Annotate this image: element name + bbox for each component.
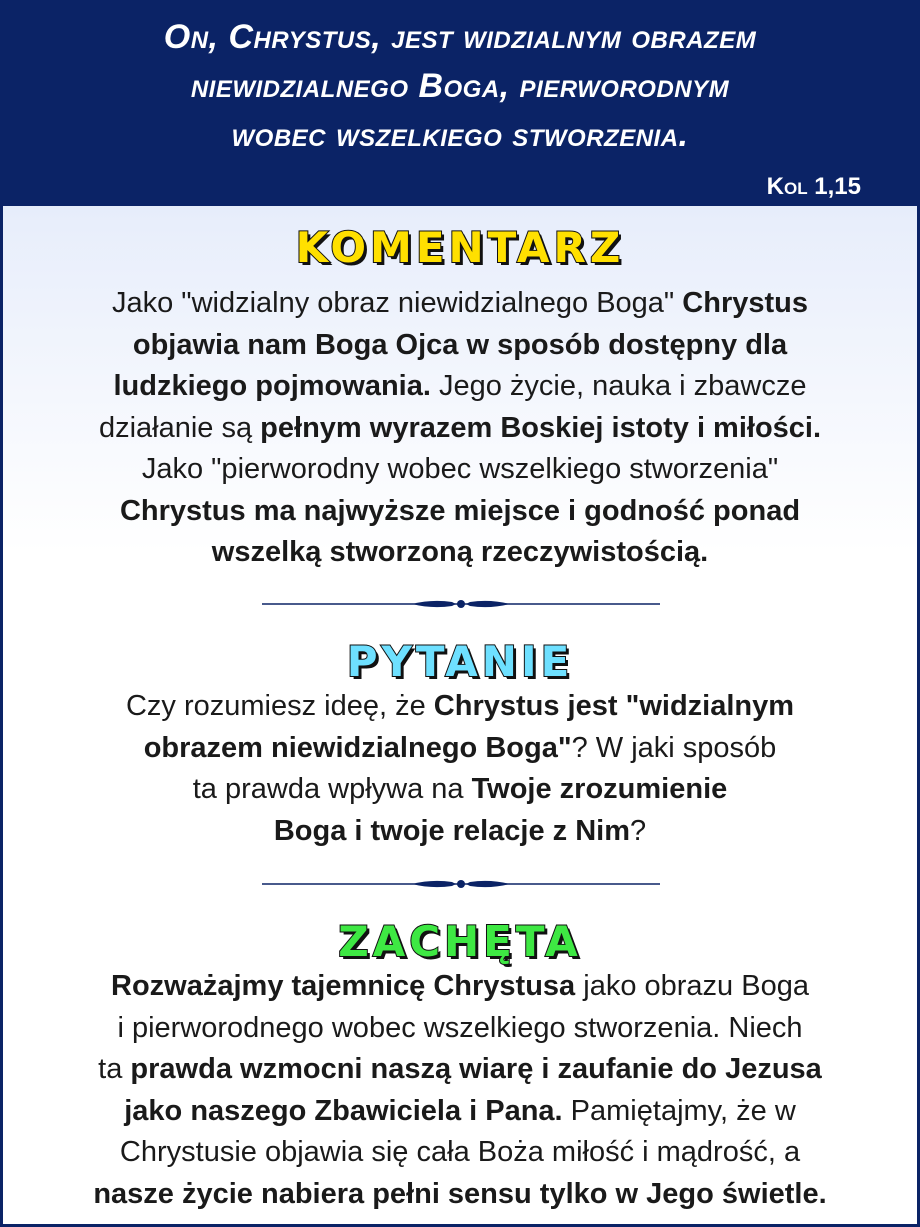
text-line [23,728,897,770]
bold-text: Twoje zrozumienie [471,773,728,805]
text-line [23,1132,897,1174]
verse-header [3,3,917,206]
section-title-pytanie: PYTANIE [346,637,574,686]
text-line [23,491,897,533]
pytanie-text [23,686,897,852]
text-line [23,769,897,811]
text-line [23,1008,897,1050]
verse-quote [23,13,897,160]
bold-text: jako naszego Zbawiciela i Pana. [124,1094,563,1127]
text-line [23,966,897,1008]
text-line [23,532,897,574]
bold-text: pełnym wyrazem Boskiej istoty i miłości. [260,411,822,444]
bold-text: objawia nam Boga Ojca w sposób dostępny dla [132,328,788,361]
bold-text: Boga i twoje relacje z Nim [273,814,630,847]
bold-text: nasze życie nabiera pełni sensu tylko w Jego świetle. [93,1177,827,1210]
bold-text: ludzkiego pojmowania. [113,370,431,402]
text-run: ? [630,814,647,847]
text-line [23,686,897,728]
ornament-divider [262,876,660,892]
verse-line: wobec wszelkiego stworzenia. [231,116,689,154]
bold-text: Rozważajmy tajemnicę Chrystusa [111,970,576,1002]
section-title-komentarz: KOMENTARZ [295,223,625,272]
text-run: Czy rozumiesz ideę, że [125,690,434,722]
bold-text: Chrystus ma najwyższe miejsce i godność ponad [119,494,801,527]
text-run: Pamiętajmy, że w [562,1094,796,1127]
text-line [23,1174,897,1216]
text-line [23,1091,897,1133]
text-run: jako obrazu Boga [575,970,809,1002]
text-run: ta [98,1053,131,1085]
verse-reference: Kol 1,15 [766,173,861,200]
bold-text: Chrystus jest "widzialnym [433,690,795,722]
text-line [23,1049,897,1091]
bold-text: obrazem niewidzialnego Boga" [143,731,572,764]
text-line [23,366,897,408]
text-line [23,811,897,853]
text-run: ta prawda wpływa na [192,773,472,805]
text-run: ? W jaki sposób [571,731,777,764]
text-run: i pierworodnego wobec wszelkiego stworzenia. Niech [117,1011,803,1044]
text-run: Chrystusie objawia się cała Boża miłość i mądrość, a [119,1136,801,1168]
bold-text: Chrystus [682,287,808,319]
text-run: działanie są [98,411,261,444]
verse-line: niewidzialnego Boga, pierworodnym [190,67,730,105]
text-run: Jako "pierworodny wobec wszelkiego stworzenia" [141,453,779,485]
text-line [23,283,897,325]
text-line [23,325,897,367]
zacheta-text [23,966,897,1215]
section-title-zacheta: ZACHĘTA [338,917,582,966]
text-line [23,449,897,491]
verse-line: On, Chrystus, jest widzialnym obrazem [163,18,757,56]
bold-text: prawda wzmocni naszą wiarę i zaufanie do Jezusa [130,1053,822,1085]
komentarz-text [23,283,897,574]
text-run: Jego życie, nauka i zbawcze [430,370,807,402]
bold-text: wszelką stworzoną rzeczywistością. [211,536,709,568]
ornament-divider [262,596,660,612]
text-line [23,408,897,450]
text-run: Jako "widzialny obraz niewidzialnego Boga" [111,287,683,319]
